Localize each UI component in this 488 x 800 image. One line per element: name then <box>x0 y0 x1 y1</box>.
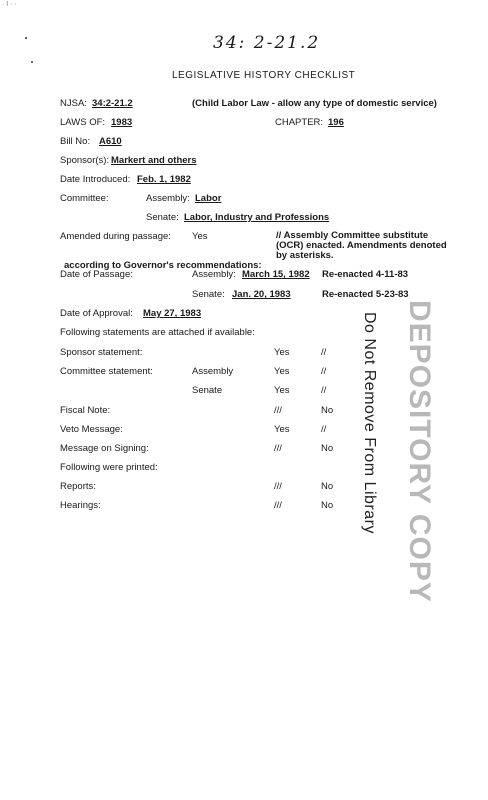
njsa-value: 34:2-21.2 <box>92 98 133 109</box>
printed-col1: /// <box>274 481 282 492</box>
laws-of-value: 1983 <box>111 117 133 128</box>
chapter-label: CHAPTER: <box>275 117 324 128</box>
committee-assembly-label: Assembly: <box>146 193 190 204</box>
bill-label: Bill No: <box>60 136 91 147</box>
speck-2 <box>31 61 33 63</box>
do-not-remove-stamp: Do Not Remove From Library <box>361 312 378 534</box>
statement-col1: Yes <box>274 385 290 396</box>
corner-mark: · I · · <box>2 1 17 8</box>
printed-label: Hearings: <box>60 500 101 511</box>
amended-value: Yes <box>192 231 208 242</box>
printed-col2: No <box>321 481 334 492</box>
approval-value: May 27, 1983 <box>143 308 202 319</box>
statement-col2: // <box>321 424 327 435</box>
depository-copy-stamp: DEPOSITORY COPY <box>403 300 436 603</box>
bill-value: A610 <box>99 136 122 147</box>
printed-label: Reports: <box>60 481 96 492</box>
committee-label: Committee: <box>60 193 109 204</box>
date-introduced-label: Date Introduced: <box>60 174 131 185</box>
chapter-value: 196 <box>328 117 344 128</box>
document-title: LEGISLATIVE HISTORY CHECKLIST <box>172 70 356 81</box>
statement-col1: /// <box>274 405 282 416</box>
passage-senate-label: Senate: <box>192 289 225 300</box>
committee-senate-value: Labor, Industry and Professions <box>184 212 330 223</box>
statement-sub: Senate <box>192 385 223 396</box>
committee-senate-label: Senate: <box>146 212 179 223</box>
amended-note-line3: by asterisks. <box>276 250 334 261</box>
njsa-description: (Child Labor Law - allow any type of domestic service) <box>192 98 437 109</box>
passage-assembly-date: March 15, 1982 <box>242 269 310 280</box>
statement-col2: // <box>321 347 327 358</box>
printed-heading: Following were printed: <box>60 462 158 473</box>
amended-label: Amended during passage: <box>60 231 171 242</box>
passage-senate-date: Jan. 20, 1983 <box>232 289 291 300</box>
statement-label: Committee statement: <box>60 366 153 377</box>
governor-note: according to Governor's recommendations: <box>64 260 262 271</box>
amended-note-line1: // Assembly Committee substitute <box>276 230 429 241</box>
statement-label: Sponsor statement: <box>60 347 143 358</box>
passage-assembly-label: Assembly: <box>192 269 236 280</box>
committee-assembly-value: Labor <box>195 193 222 204</box>
approval-label: Date of Approval: <box>60 308 133 319</box>
statement-col2: No <box>321 443 334 454</box>
sponsors-label: Sponsor(s): <box>60 155 110 166</box>
statement-label: Veto Message: <box>60 424 123 435</box>
sponsors-value: Markert and others <box>111 155 197 166</box>
date-introduced-value: Feb. 1, 1982 <box>137 174 191 185</box>
speck-1 <box>25 37 27 39</box>
statement-col2: No <box>321 405 334 416</box>
statement-label: Message on Signing: <box>60 443 149 454</box>
statement-label: Fiscal Note: <box>60 405 111 416</box>
printed-col2: No <box>321 500 334 511</box>
passage-senate-reenacted: Re-enacted 5-23-83 <box>322 289 409 300</box>
laws-of-label: LAWS OF: <box>60 117 106 128</box>
handwritten-file-number: 34: 2-21.2 <box>213 33 321 53</box>
passage-assembly-reenacted: Re-enacted 4-11-83 <box>322 269 409 280</box>
printed-col1: /// <box>274 500 282 511</box>
passage-label: Date of Passage: <box>60 269 133 280</box>
statement-col2: // <box>321 366 327 377</box>
statement-sub: Assembly <box>192 366 234 377</box>
statement-col2: // <box>321 385 327 396</box>
statement-col1: Yes <box>274 347 290 358</box>
njsa-label: NJSA: <box>60 98 87 109</box>
statement-col1: Yes <box>274 366 290 377</box>
statement-col1: /// <box>274 443 282 454</box>
attached-heading: Following statements are attached if available: <box>60 327 255 338</box>
amended-note-line2: (OCR) enacted. Amendments denoted <box>276 240 447 251</box>
statement-col1: Yes <box>274 424 290 435</box>
